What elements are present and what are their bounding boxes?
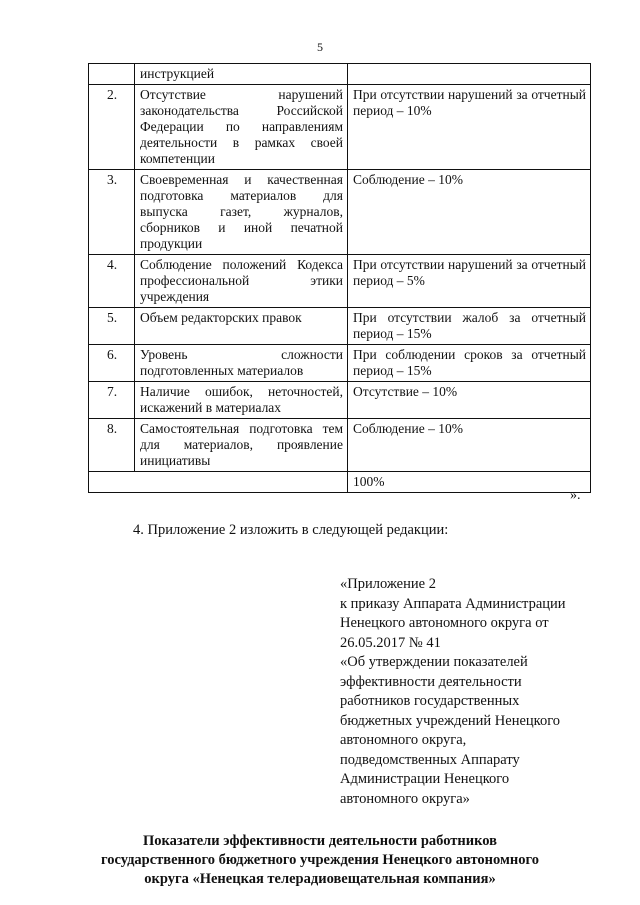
table-total-row — [89, 472, 591, 493]
appendix-line: автономного округа, — [340, 732, 467, 748]
table-row — [89, 419, 591, 472]
row-number: 8. — [89, 419, 135, 472]
row-number: 3. — [89, 170, 135, 255]
criterion-name: Соблюдение положений Кодекса профессиональной этики учреждения — [135, 255, 348, 308]
appendix-line: 26.05.2017 № 41 — [340, 634, 441, 651]
appendix-line: «Об утверждении показателей — [340, 654, 528, 670]
criterion-condition: При соблюдении сроков за отчетный период – 15% — [348, 345, 591, 382]
appendix-line: к приказу Аппарата Администрации — [340, 595, 566, 612]
criterion-condition: При отсутствии жалоб за отчетный период – 15% — [348, 308, 591, 345]
criterion-condition: При отсутствии нарушений за отчетный период – 10% — [348, 85, 591, 170]
heading-line: Показатели эффективности деятельности работников — [142, 833, 498, 849]
total-label-cell — [89, 472, 348, 493]
table-row — [89, 170, 591, 255]
row-number — [89, 64, 135, 85]
table-row — [89, 345, 591, 382]
appendix-line: бюджетных учреждений Ненецкого — [340, 712, 561, 729]
table-row — [89, 255, 591, 308]
appendix-line: работников государственных — [340, 693, 520, 709]
row-number: 6. — [89, 345, 135, 382]
criteria-table — [88, 63, 591, 493]
criterion-name: инструкцией — [135, 64, 348, 85]
document-heading — [0, 832, 640, 889]
closing-quote: ». — [570, 488, 581, 503]
criterion-name: Своевременная и качественная подготовка материалов для выпуска газет, журналов, сборников и иной печатной продукции — [135, 170, 348, 255]
criterion-condition: Отсутствие – 10% — [348, 382, 591, 419]
row-number: 4. — [89, 255, 135, 308]
appendix-line: автономного округа» — [340, 790, 470, 807]
row-number: 7. — [89, 382, 135, 419]
table-row — [89, 308, 591, 345]
criterion-name: Самостоятельная подготовка тем для материалов, проявление инициативы — [135, 419, 348, 472]
appendix-line: эффективности деятельности — [340, 673, 522, 690]
row-number: 2. — [89, 85, 135, 170]
total-value: 100% — [348, 472, 591, 493]
criterion-name: Отсутствие нарушений законодательства Российской Федерации по направлениям деятельности в рамках своей компетенции — [135, 85, 348, 170]
heading-line: округа «Ненецкая телерадиовещательная компания» — [144, 871, 496, 887]
criterion-name: Наличие ошибок, неточностей, искажений в материалах — [135, 382, 348, 419]
criterion-condition: При отсутствии нарушений за отчетный период – 5% — [348, 255, 591, 308]
table-row — [89, 85, 591, 170]
page-number: 5 — [317, 40, 323, 54]
row-number: 5. — [89, 308, 135, 345]
appendix-line: Ненецкого автономного округа от — [340, 615, 549, 631]
criterion-name: Объем редакторских правок — [135, 308, 348, 345]
appendix-block — [340, 575, 600, 809]
table-row — [89, 382, 591, 419]
appendix-line: «Приложение 2 — [340, 576, 436, 592]
criterion-condition — [348, 64, 591, 85]
table-row — [89, 64, 591, 85]
appendix-line: подведомственных Аппарату — [340, 751, 520, 768]
criterion-condition: Соблюдение – 10% — [348, 170, 591, 255]
appendix-line: Администрации Ненецкого — [340, 771, 510, 787]
criterion-condition: Соблюдение – 10% — [348, 419, 591, 472]
paragraph-4: 4. Приложение 2 изложить в следующей редакции: — [133, 522, 449, 538]
heading-line: государственного бюджетного учреждения Ненецкого автономного — [101, 852, 539, 868]
criterion-name: Уровень сложности подготовленных материалов — [135, 345, 348, 382]
